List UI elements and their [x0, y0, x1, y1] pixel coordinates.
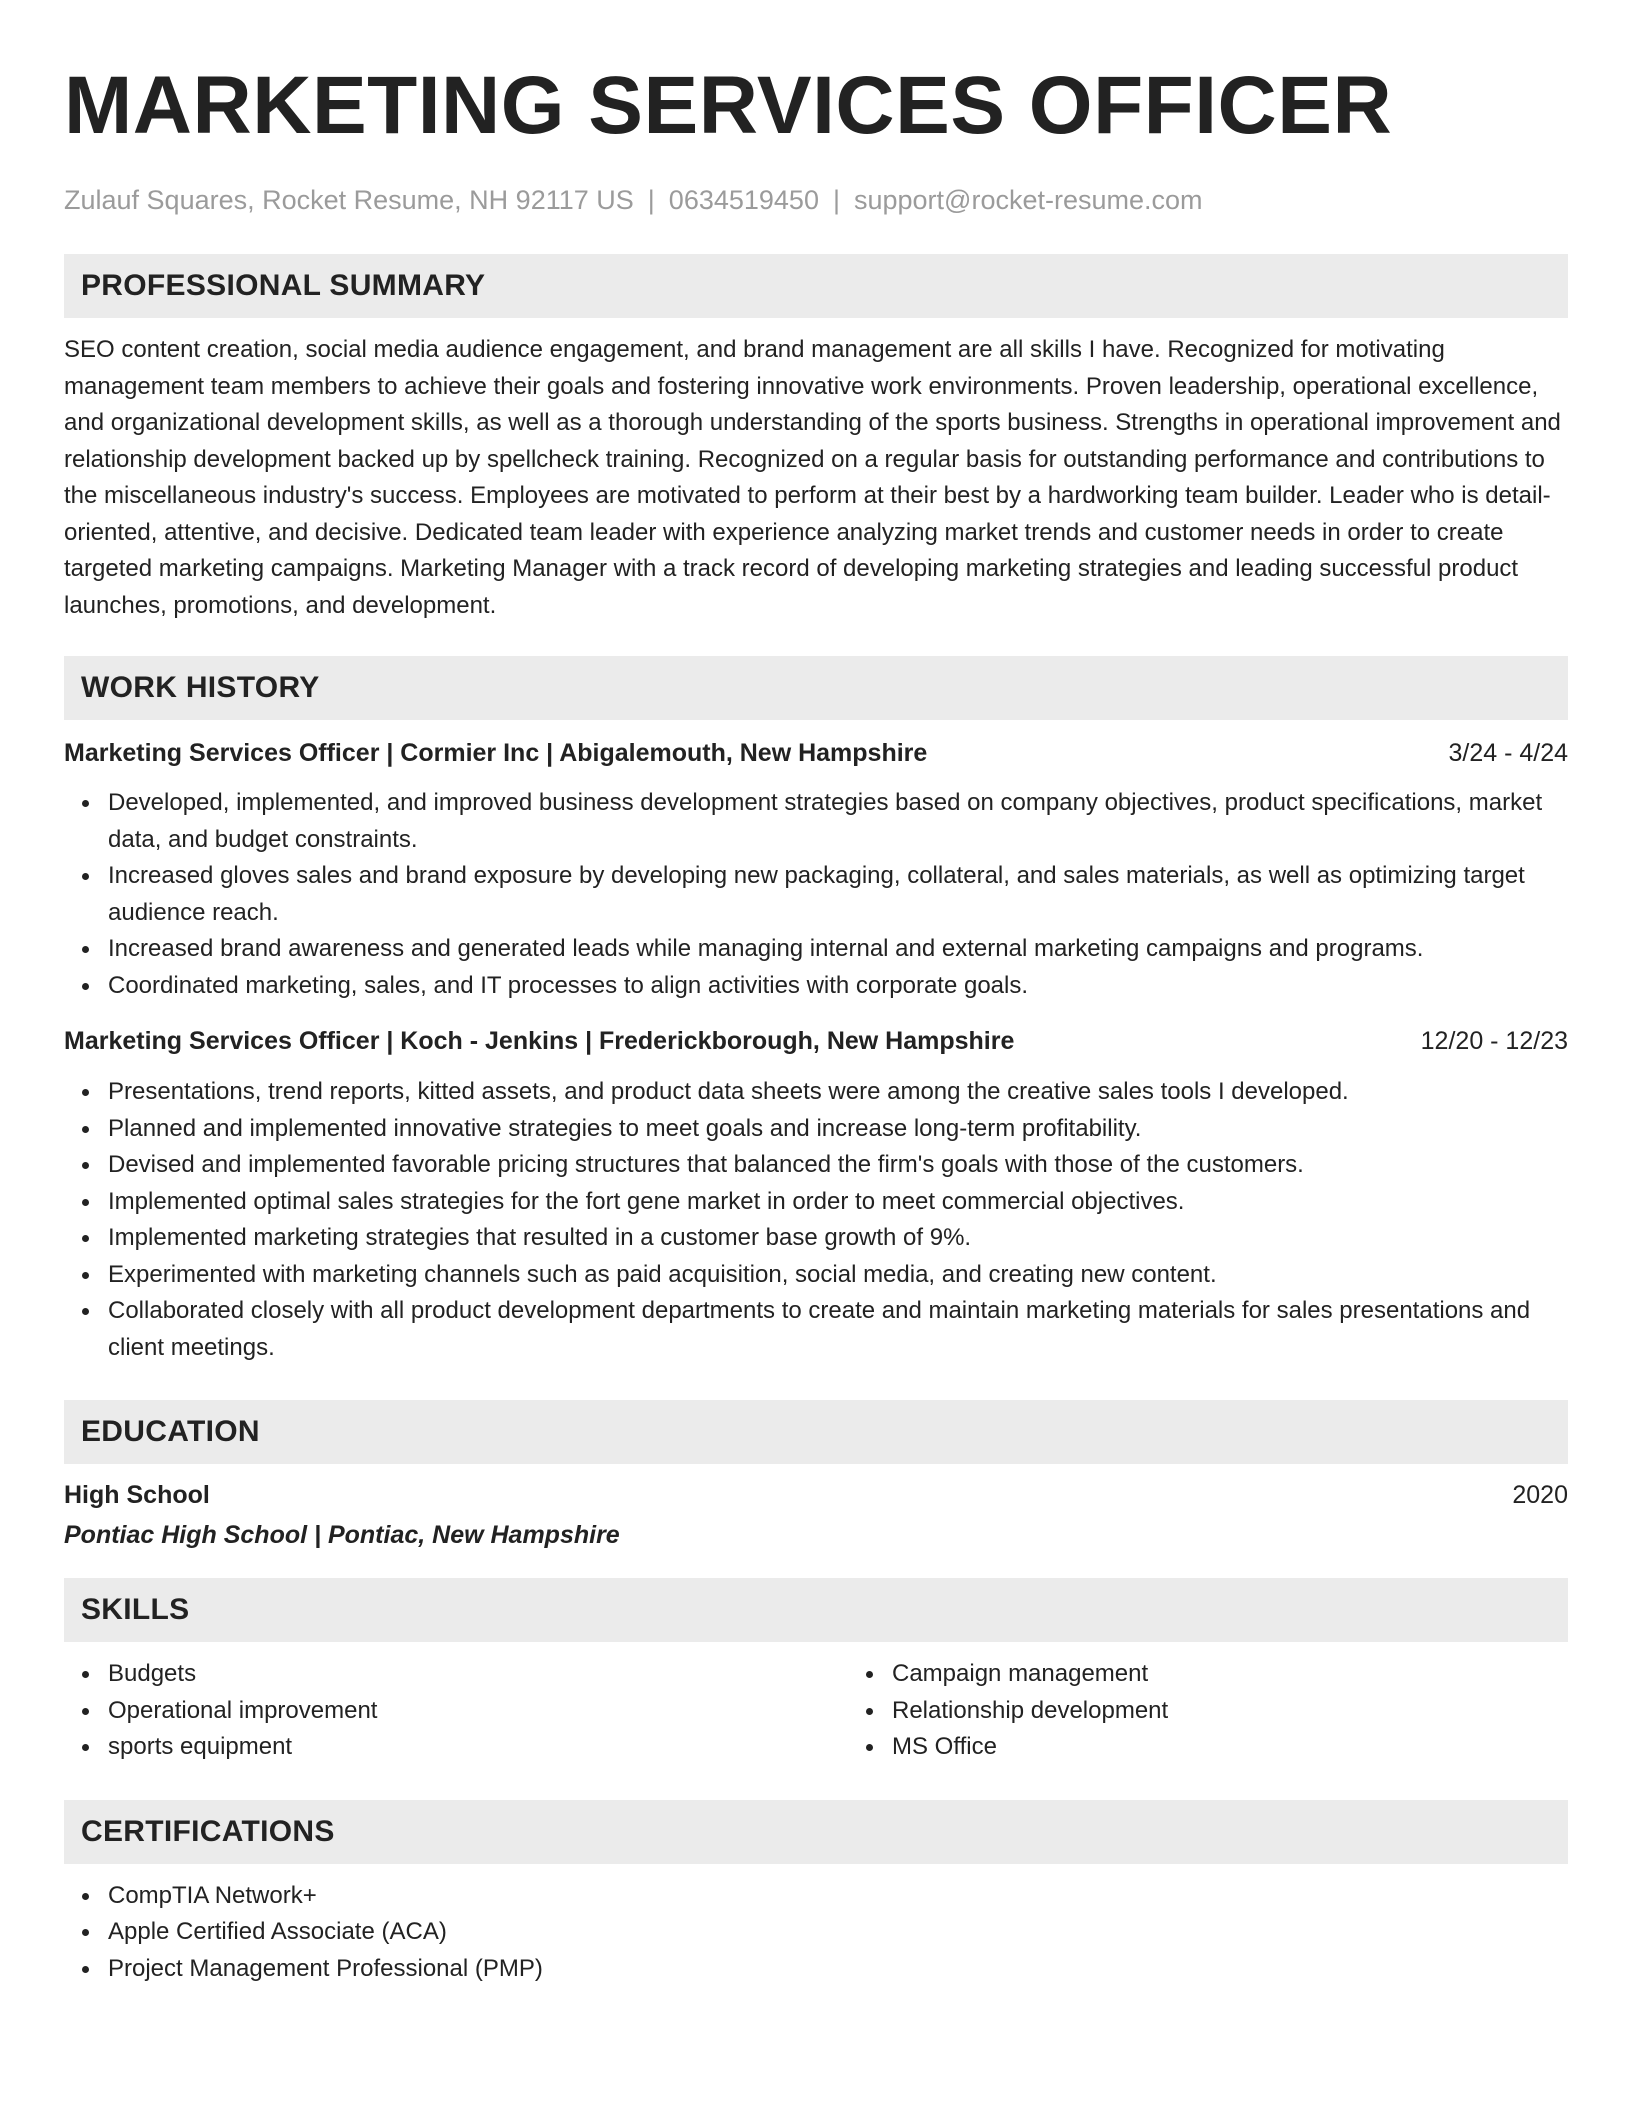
certification-item: Project Management Professional (PMP) [108, 1951, 1568, 1988]
skill-item: sports equipment [108, 1729, 848, 1766]
job-bullet: Implemented marketing strategies that resulted in a customer base growth of 9%. [108, 1220, 1568, 1257]
education-header [64, 1478, 1568, 1512]
education-school: Pontiac High School | Pontiac, New Hampshire [64, 1521, 620, 1549]
skill-item: Campaign management [892, 1656, 1168, 1693]
certification-item: Apple Certified Associate (ACA) [108, 1914, 1568, 1951]
contact-address: Zulauf Squares, Rocket Resume, NH 92117 US [64, 185, 634, 215]
job-bullet: Implemented optimal sales strategies for the fort gene market in order to meet commercial objectives. [108, 1184, 1568, 1221]
skill-item: MS Office [892, 1729, 1168, 1766]
education-year: 2020 [1512, 1481, 1568, 1509]
skill-item: Relationship development [892, 1693, 1168, 1730]
job-bullet: Experimented with marketing channels such as paid acquisition, social media, and creating new content. [108, 1257, 1568, 1294]
job-bullets [64, 785, 1568, 1004]
section-header-education: EDUCATION [64, 1400, 1568, 1464]
summary-text: SEO content creation, social media audience engagement, and brand management are all skills I have. Recognized for motivating management team members to achieve their goals and fostering innovative work environments. Proven leadership, operational excellence, and organizational development skills, as well as a thorough understanding of the sports business. Strengths in operational improvement and relationship development backed up by spellcheck training. Recognized on a regular basis for outstanding performance and contributions to the miscellaneous industry's success. Employees are motivated to perform at their best by a hardworking team builder. Leader who is detail-oriented, attentive, and decisive. Dedicated team leader with experience analyzing market trends and customer needs in order to create targeted marketing campaigns. Marketing Manager with a track record of developing marketing strategies and leading successful product launches, promotions, and development. [64, 336, 1561, 619]
section-header-skills: SKILLS [64, 1578, 1568, 1642]
job-bullet: Increased gloves sales and brand exposure by developing new packaging, collateral, and sales materials, as well as optimizing target audience reach. [108, 858, 1568, 931]
contact-line [64, 182, 1568, 218]
job-bullets [64, 1074, 1568, 1366]
job-bullet: Collaborated closely with all product development departments to create and maintain marketing materials for sales presentations and client meetings. [108, 1293, 1568, 1366]
job-header [64, 1024, 1568, 1058]
skill-item: Budgets [108, 1656, 848, 1693]
job-dates: 12/20 - 12/23 [1420, 1027, 1568, 1055]
contact-separator: | [832, 185, 840, 215]
job-bullet: Devised and implemented favorable pricing structures that balanced the firm's goals with those of the customers. [108, 1147, 1568, 1184]
job-bullet: Coordinated marketing, sales, and IT processes to align activities with corporate goals. [108, 968, 1568, 1005]
skills-column-left [64, 1656, 848, 1766]
section-header-summary: PROFESSIONAL SUMMARY [64, 254, 1568, 318]
candidate-name: MARKETING SERVICES OFFICER [64, 60, 1393, 151]
certifications-list [64, 1878, 1568, 1988]
job-title: Marketing Services Officer | Koch - Jenkins | Frederickborough, New Hampshire [64, 1027, 1015, 1055]
job-title: Marketing Services Officer | Cormier Inc | Abigalemouth, New Hampshire [64, 739, 928, 767]
skills-column-right [848, 1656, 1168, 1766]
job-entry [64, 736, 1568, 1004]
contact-email: support@rocket-resume.com [853, 185, 1203, 215]
job-bullet: Presentations, trend reports, kitted assets, and product data sheets were among the creative sales tools I developed. [108, 1074, 1568, 1111]
skill-item: Operational improvement [108, 1693, 848, 1730]
job-bullet: Planned and implemented innovative strategies to meet goals and increase long-term profitability. [108, 1111, 1568, 1148]
section-header-work-history: WORK HISTORY [64, 656, 1568, 720]
job-bullet: Developed, implemented, and improved business development strategies based on company objectives, product specifications, market data, and budget constraints. [108, 785, 1568, 858]
contact-separator: | [647, 185, 655, 215]
skills-grid [64, 1656, 1568, 1766]
contact-phone: 0634519450 [668, 185, 819, 215]
job-dates: 3/24 - 4/24 [1448, 739, 1568, 767]
job-bullet: Increased brand awareness and generated leads while managing internal and external marketing campaigns and programs. [108, 931, 1568, 968]
section-header-certifications: CERTIFICATIONS [64, 1800, 1568, 1864]
education-entry [64, 1478, 1568, 1552]
job-entry [64, 1024, 1568, 1366]
certification-item: CompTIA Network+ [108, 1878, 1568, 1915]
job-header [64, 736, 1568, 770]
education-degree: High School [64, 1481, 210, 1509]
